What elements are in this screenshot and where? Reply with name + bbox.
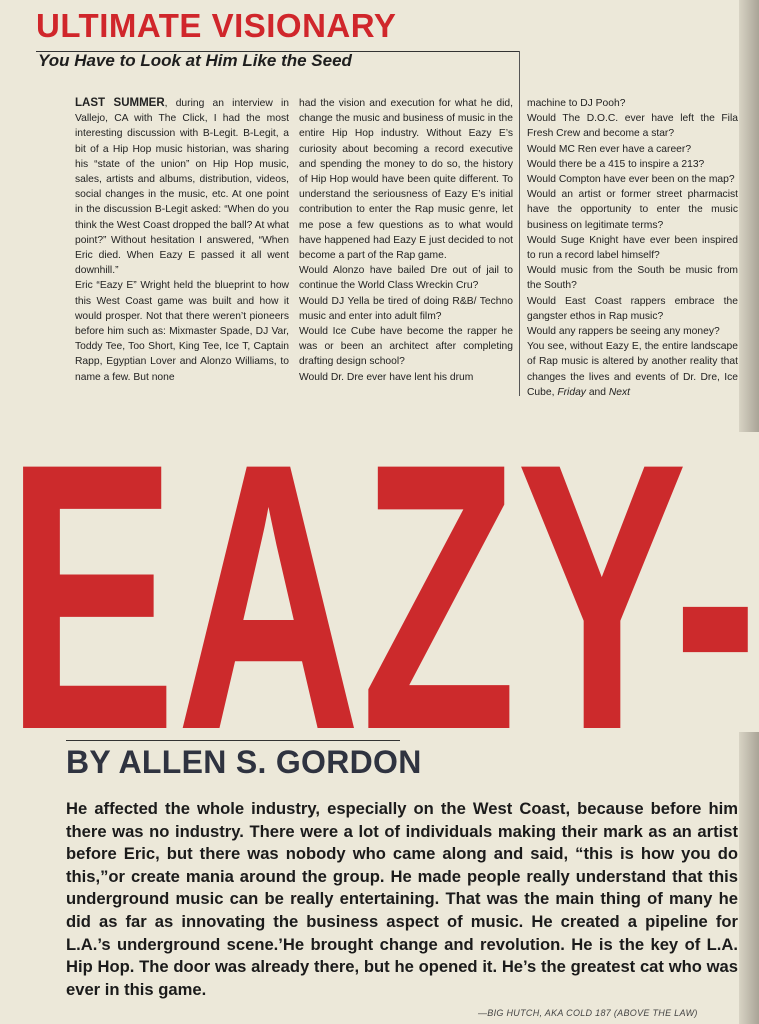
section-title: ULTIMATE VISIONARY	[36, 7, 397, 44]
paragraph	[527, 339, 738, 400]
paragraph-text: and	[585, 386, 609, 398]
paragraph: Would Suge Knight have ever been inspired to run a record label himself?	[527, 234, 738, 262]
eazy-display-text: EAZY-	[6, 432, 758, 732]
article-column-1	[75, 96, 289, 385]
eazy-letters	[2, 432, 759, 732]
paragraph: machine to DJ Pooh?	[527, 98, 626, 109]
lead-in: LAST SUMMER	[75, 97, 165, 109]
article-column-2	[299, 96, 513, 385]
eazy-display-headline	[2, 432, 759, 732]
paragraph-text: , during an interview in Vallejo, CA with The Click, I had the most interesting discussion with B-Legit. B-Legit, a bit of a Hip Hop music historian, was sharing his “state of the union” on Hip Hop music, sales, artists and albums, distribution, videos, social changes in the music, etc. At one point in the discussion B-Legit asked: “When do you think the West Coast dropped the ball? At what point?” Without hesitation I answered, “When Eric died. When Eazy E passed it all went downhill.”	[75, 98, 289, 277]
paragraph: Would DJ Yella be tired of doing R&B/ Techno music and enter into adult film?	[299, 295, 513, 322]
paragraph: Would Compton have ever been on the map?	[527, 174, 735, 186]
byline: BY ALLEN S. GORDON	[66, 744, 422, 780]
byline-rule	[66, 740, 400, 741]
article-column-3	[527, 96, 738, 400]
column-rule	[519, 51, 520, 396]
paragraph: Would music from the South be music from the South?	[527, 265, 738, 292]
paragraph: had the vision and execution for what he did, change the music and business of music in the entire Hip Hop industry. Without Eazy E’s curiosity about becoming a record executive and spending the money to do so, the history of Hip Hop would have been quite different. To understand the seriousness of Eazy E’s initial contribution to enter the Rap music genre, let me pose a few questions as to what would have happened had Eazy E just decided to not become a part of the Rap game.	[299, 98, 513, 262]
paragraph	[75, 96, 289, 278]
film-title: Next	[608, 386, 631, 398]
film-title: Friday	[557, 386, 586, 398]
paragraph: Would The D.O.C. ever have left the Fila Fresh Crew and become a star?	[527, 113, 738, 140]
paragraph: Would Dr. Dre ever have lent his drum	[299, 371, 474, 383]
pull-quote: He affected the whole industry, especially on the West Coast, because before him there was no industry. There were a lot of individuals making their mark as an artist before Eric, but there was nobody who came along and said, “this is how you do this,”or create mania around the group. He made people really understand that this underground music can be really entertaining. That was the main thing of many he did as far as innovating the business aspect of music. He created a pipeline for L.A.’s underground scene.’He brought change and revolution. He is the key of L.A. Hip Hop. The door was already there, but he opened it. He’s the greatest cat who was ever in this game.	[66, 799, 738, 999]
paragraph: Would Alonzo have bailed Dre out of jail to continue the World Class Wreckin Cru?	[299, 265, 513, 292]
paragraph: Would MC Ren ever have a career?	[527, 143, 692, 155]
paragraph: Would Ice Cube have become the rapper he was or been an architect after completing drafting design school?	[299, 326, 513, 368]
paragraph: Would there be a 415 to inspire a 213?	[527, 158, 705, 170]
paragraph: Would any rappers be seeing any money?	[527, 326, 720, 338]
article-subtitle: You Have to Look at Him Like the Seed	[38, 51, 352, 70]
paragraph: Would East Coast rappers embrace the gangster ethos in Rap music?	[527, 295, 738, 322]
quote-attribution: —BIG HUTCH, AKA COLD 187 (ABOVE THE LAW)	[478, 1008, 698, 1018]
paragraph-text: You see, without Eazy E, the entire landscape of Rap music is altered by another reality that changes the lives and events of Dr. Dre, Ice Cube,	[527, 341, 738, 398]
paragraph: Would an artist or former street pharmacist have the opportunity to enter the music business on legitimate terms?	[527, 189, 738, 231]
paragraph: Eric “Eazy E” Wright held the blueprint to how this West Coast game was built and how it would prosper. Not that there weren’t pioneers before him such as: Mixmaster Spade, DJ Var, Toddy Tee, Too Short, King Tee, Ice T, Captain Rapp, Egyptian Lover and Alonzo Williams, to name a few. But none	[75, 280, 289, 383]
